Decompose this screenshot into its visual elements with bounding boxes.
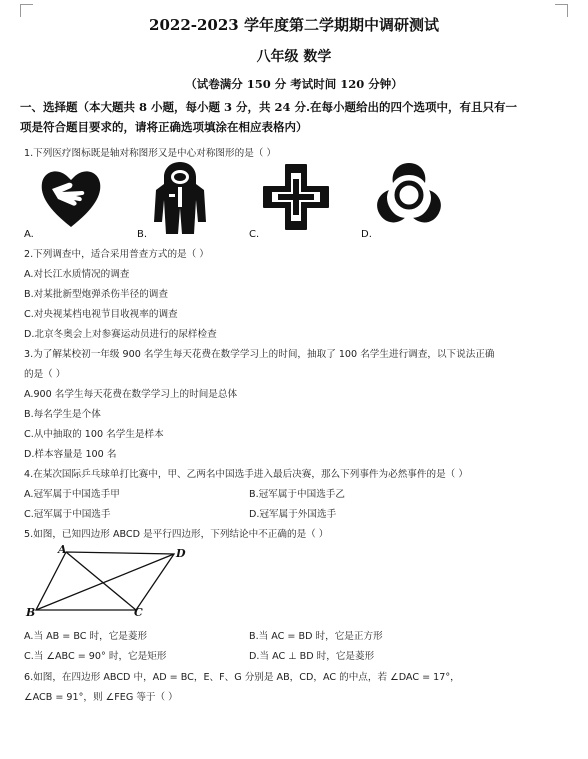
q2-option-a: A.对长江水质情况的调查 [24, 269, 130, 280]
q1-label-b: B. [137, 229, 148, 240]
q1-label-a: A. [24, 229, 34, 240]
q2-option-c: C.对央视某档电视节目收视率的调查 [24, 309, 178, 320]
q5-option-d: D.当 AC ⊥ BD 时，它是菱形 [249, 651, 375, 662]
q1-label-d: D. [361, 229, 372, 240]
q3-option-a: A.900 名学生每天花费在数学学习上的时间是总体 [24, 389, 238, 400]
q5-stem: 5.如图，已知四边形 ABCD 是平行四边形，下列结论中不正确的是（ ） [24, 529, 329, 540]
q5-option-c: C.当 ∠ABC = 90° 时，它是矩形 [24, 651, 167, 662]
exam-note: （试卷满分 150 分 考试时间 120 分钟） [185, 77, 403, 91]
q4-stem: 4.在某次国际乒乓球单打比赛中，甲、乙两名中国选手进入最后决赛，那么下列事件为必然事件的是（ ） [24, 469, 468, 480]
point-d-label: D [176, 547, 186, 560]
grade-subject: 八年级 数学 [256, 49, 332, 65]
q4-option-d: D.冠军属于外国选手 [249, 509, 337, 520]
q4-option-c: C.冠军属于中国选手 [24, 509, 111, 520]
q4-option-b: B.冠军属于中国选手乙 [249, 489, 345, 500]
q3-stem-line2: 的是（ ） [24, 369, 66, 380]
q2-stem: 2.下列调查中，适合采用普查方式的是（ ） [24, 249, 209, 260]
q3-option-d: D.样本容量是 100 名 [24, 449, 117, 460]
section-heading-line2: 项是符合题目要求的，请将正确选项填涂在相应表格内） [20, 120, 308, 134]
q5-option-b: B.当 AC = BD 时，它是正方形 [249, 631, 383, 642]
q3-option-c: C.从中抽取的 100 名学生是样本 [24, 429, 164, 440]
q1-label-c: C. [249, 229, 260, 240]
q3-option-b: B.每名学生是个体 [24, 409, 101, 420]
parallelogram-figure [24, 544, 184, 622]
q2-option-d: D.北京冬奥会上对参赛运动员进行的尿样检查 [24, 329, 217, 340]
hand-heart-icon [38, 165, 104, 231]
point-c-label: C [134, 606, 143, 619]
protective-suit-icon [152, 160, 208, 236]
q2-option-b: B.对某批新型炮弹杀伤半径的调查 [24, 289, 168, 300]
q4-option-a: A.冠军属于中国选手甲 [24, 489, 120, 500]
medical-cross-icon [262, 163, 330, 231]
section-heading-line1: 一、选择题（本大题共 8 小题，每小题 3 分，共 24 分.在每小题给出的四个选项中，有且只有一 [20, 100, 518, 114]
q6-stem-line2: ∠ACB = 91°，则 ∠FEG 等于（ ） [24, 692, 178, 703]
point-b-label: B [26, 606, 36, 619]
exam-title: 2022-2023 学年度第二学期期中调研测试 [149, 16, 439, 34]
q3-stem-line1: 3.为了解某校初一年级 900 名学生每天花费在数学学习上的时间，抽取了 100 名学生进行调查，以下说法正确 [24, 349, 495, 360]
q6-stem-line1: 6.如图，在四边形 ABCD 中，AD = BC，E、F、G 分别是 AB，CD，AC 的中点，若 ∠DAC = 17°， [24, 672, 460, 683]
point-a-label: A [58, 543, 67, 556]
q5-option-a: A.当 AB = BC 时，它是菱形 [24, 631, 148, 642]
q1-stem: 1.下列医疗图标既是轴对称图形又是中心对称图形的是（ ） [24, 148, 277, 159]
biohazard-icon [373, 159, 445, 231]
